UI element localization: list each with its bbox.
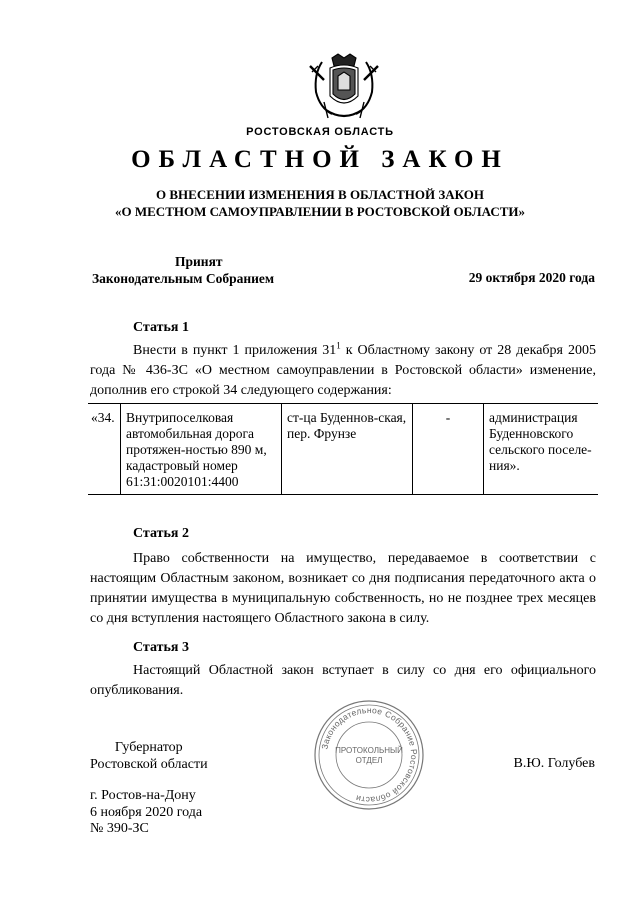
stamp-inner-line-1: ПРОТОКОЛЬНЫЙ [335,746,403,755]
article-1-heading: Статья 1 [133,320,189,335]
adopted-by: Законодательным Собранием [92,271,275,286]
signatory-name: В.Ю. Голубев [513,756,595,771]
article-1-text [90,341,596,401]
property-name: Внутрипоселковая автомобильная дорога протяжен-ностью 890 м, кадастровый номер 61:31:0020101:4400 [121,404,282,495]
subtitle-line-1: О ВНЕСЕНИИ ИЗМЕНЕНИЯ В ОБЛАСТНОЙ ЗАКОН [156,187,484,202]
article-3-heading: Статья 3 [133,640,189,655]
article-1-superscript: 1 [336,340,341,351]
adopted-label: Принят [175,254,223,269]
official-stamp [313,699,425,811]
article-1-text-a: Внести в пункт 1 приложения 31 [133,343,337,358]
article-2-paragraph: Право собственности на имущество, передаваемое в соответствии с настоящим Областным законом, возникает со дня подписания передаточного акта о принятии имущества в муниципальную собственность, но не позднее трех месяцев со дня вступления настоящего Областного закона в силу. [90,551,596,626]
issue-city: г. Ростов-на-Дону [90,788,196,803]
article-2-text [90,549,596,629]
property-address: ст-ца Буденнов-ская, пер. Фрунзе [282,404,413,495]
issue-details [90,788,202,838]
document-type-title: ОБЛАСТНОЙ ЗАКОН [131,146,509,173]
article-1-text-b: к Областному закону от 28 декабря 2005 года № 436-ЗС «О местном самоуправлении в Ростовской области» изменение, дополнив его строкой 34 следующего содержания: [90,343,596,398]
recipient: администрация Буденновского сельского поселе-ния». [489,410,592,473]
article-2-heading: Статья 2 [133,526,189,541]
region-name: РОСТОВСКАЯ ОБЛАСТЬ [246,126,394,138]
stamp-inner-line-2: ОТДЕЛ [355,756,383,765]
article-3-text [90,661,596,701]
subtitle-line-2: «О МЕСТНОМ САМОУПРАВЛЕНИИ В РОСТОВСКОЙ ОБЛАСТИ» [115,204,525,219]
adoption-block [92,253,274,287]
row-number: «34. [88,404,121,495]
empty-dash: - [413,404,484,495]
coat-of-arms-emblem [302,52,386,124]
signatory-title [90,739,208,773]
issue-date: 6 ноября 2020 года [90,804,203,820]
governor-label: Губернатор [114,740,183,755]
svg-text:Законодательное Собрание Росто [319,705,419,805]
law-subtitle [0,186,640,220]
governor-region: Ростовской области [90,757,208,772]
adoption-date: 29 октября 2020 года [468,270,595,285]
insertion-table [88,403,598,495]
table-row [88,404,598,495]
article-3-paragraph: Настоящий Областной закон вступает в силу со дня его официального опубликования. [90,663,596,698]
stamp-ring-text: Законодательное Собрание Ростовской области [319,704,420,806]
law-number: № 390-ЗС [90,821,149,836]
